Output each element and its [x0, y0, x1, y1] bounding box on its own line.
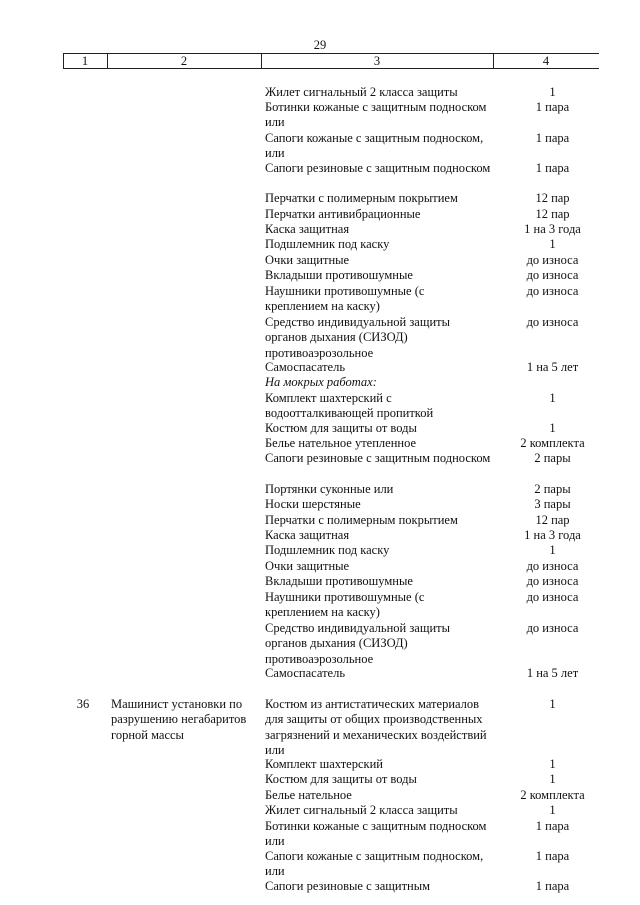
item-qty: 1	[549, 421, 556, 435]
header-col-4: 4	[542, 54, 550, 68]
item-qty: до износа	[526, 268, 579, 282]
section-heading-wet-work: На мокрых работах:	[265, 375, 377, 389]
item-qty: 2 пары	[534, 482, 571, 496]
item-qty: 2 комплекта	[520, 436, 585, 450]
item-name: Сапоги кожаные с защитным подноском, или	[265, 849, 484, 879]
header-col-1: 1	[81, 54, 89, 68]
item-qty: 1	[549, 697, 556, 711]
item-qty: 1	[549, 803, 556, 817]
item-name: Костюм из антистатических материалов для защиты от общих производственных загрязнений и механических воздействий или	[265, 697, 487, 757]
header-col-3: 3	[373, 54, 381, 68]
item-name: Белье нательное	[265, 788, 352, 802]
item-qty: до износа	[526, 559, 579, 573]
item-qty: до износа	[526, 574, 579, 588]
item-name: Самоспасатель	[265, 666, 346, 680]
item-name: Костюм для защиты от воды	[265, 421, 417, 435]
item-name: Сапоги резиновые с защитным подноском	[265, 161, 491, 175]
item-name: Комплект шахтерский с водоотталкивающей пропиткой	[265, 391, 434, 421]
item-name: Сапоги резиновые с защитным подноском	[265, 451, 491, 465]
item-qty: 12 пар	[535, 207, 570, 221]
item-name: Самоспасатель	[265, 360, 346, 374]
item-qty: до износа	[526, 253, 579, 267]
entry-number: 36	[76, 697, 90, 711]
item-qty: 1	[549, 85, 556, 99]
item-qty: 1 на 5 лет	[526, 666, 579, 680]
item-name: Подшлемник под каску	[265, 237, 390, 251]
item-qty: 1	[549, 391, 556, 405]
item-name: Наушники противошумные (с креплением на каску)	[265, 284, 425, 314]
profession-name: Машинист установки по разрушению негабаритов горной массы	[111, 697, 247, 742]
item-name: Средство индивидуальной защиты органов дыхания (СИЗОД) противоаэрозольное	[265, 621, 451, 666]
item-qty: 12 пар	[535, 191, 570, 205]
item-name: Перчатки с полимерным покрытием	[265, 191, 458, 205]
item-qty: 1 пара	[535, 879, 570, 893]
item-name: Очки защитные	[265, 253, 350, 267]
item-qty: 3 пары	[534, 497, 571, 511]
header-col-2: 2	[180, 54, 188, 68]
item-qty: 1 на 3 года	[524, 528, 581, 542]
item-qty: 12 пар	[535, 513, 570, 527]
item-qty: 1 пара	[535, 161, 570, 175]
item-name: Каска защитная	[265, 222, 350, 236]
item-qty: до износа	[526, 621, 579, 635]
item-qty: до износа	[526, 590, 579, 604]
item-qty: 1 пара	[535, 849, 570, 863]
item-name: Средство индивидуальной защиты органов дыхания (СИЗОД) противоаэрозольное	[265, 315, 451, 360]
item-qty: 1 на 3 года	[524, 222, 581, 236]
page-number: 29	[313, 38, 327, 52]
item-qty: 1 пара	[535, 100, 570, 114]
item-qty: 1 на 5 лет	[526, 360, 579, 374]
item-qty: 1	[549, 772, 556, 786]
item-name: Каска защитная	[265, 528, 350, 542]
item-name: Вкладыши противошумные	[265, 268, 413, 282]
item-qty: 2 пары	[534, 451, 571, 465]
item-name: Портянки суконные или	[265, 482, 394, 496]
item-qty: 1 пара	[535, 819, 570, 833]
item-qty: 2 комплекта	[520, 788, 585, 802]
item-name: Жилет сигнальный 2 класса защиты	[265, 803, 458, 817]
item-name: Комплект шахтерский	[265, 757, 383, 771]
item-name: Подшлемник под каску	[265, 543, 390, 557]
item-name: Вкладыши противошумные	[265, 574, 413, 588]
item-qty: 1	[549, 757, 556, 771]
item-qty: 1	[549, 237, 556, 251]
item-name: Белье нательное утепленное	[265, 436, 417, 450]
item-name: Ботинки кожаные с защитным подноском или	[265, 100, 487, 130]
item-qty: 1	[549, 543, 556, 557]
item-qty: до износа	[526, 284, 579, 298]
item-name: Очки защитные	[265, 559, 350, 573]
table-header	[63, 53, 599, 69]
item-name: Сапоги кожаные с защитным подноском, или	[265, 131, 484, 161]
item-name: Ботинки кожаные с защитным подноском или	[265, 819, 487, 849]
item-name: Наушники противошумные (с креплением на каску)	[265, 590, 425, 620]
item-name: Перчатки с полимерным покрытием	[265, 513, 458, 527]
item-name: Сапоги резиновые с защитным	[265, 879, 431, 893]
item-name: Перчатки антивибрационные	[265, 207, 421, 221]
item-qty: до износа	[526, 315, 579, 329]
item-name: Носки шерстяные	[265, 497, 361, 511]
item-name: Жилет сигнальный 2 класса защиты	[265, 85, 458, 99]
item-qty: 1 пара	[535, 131, 570, 145]
item-name: Костюм для защиты от воды	[265, 772, 417, 786]
